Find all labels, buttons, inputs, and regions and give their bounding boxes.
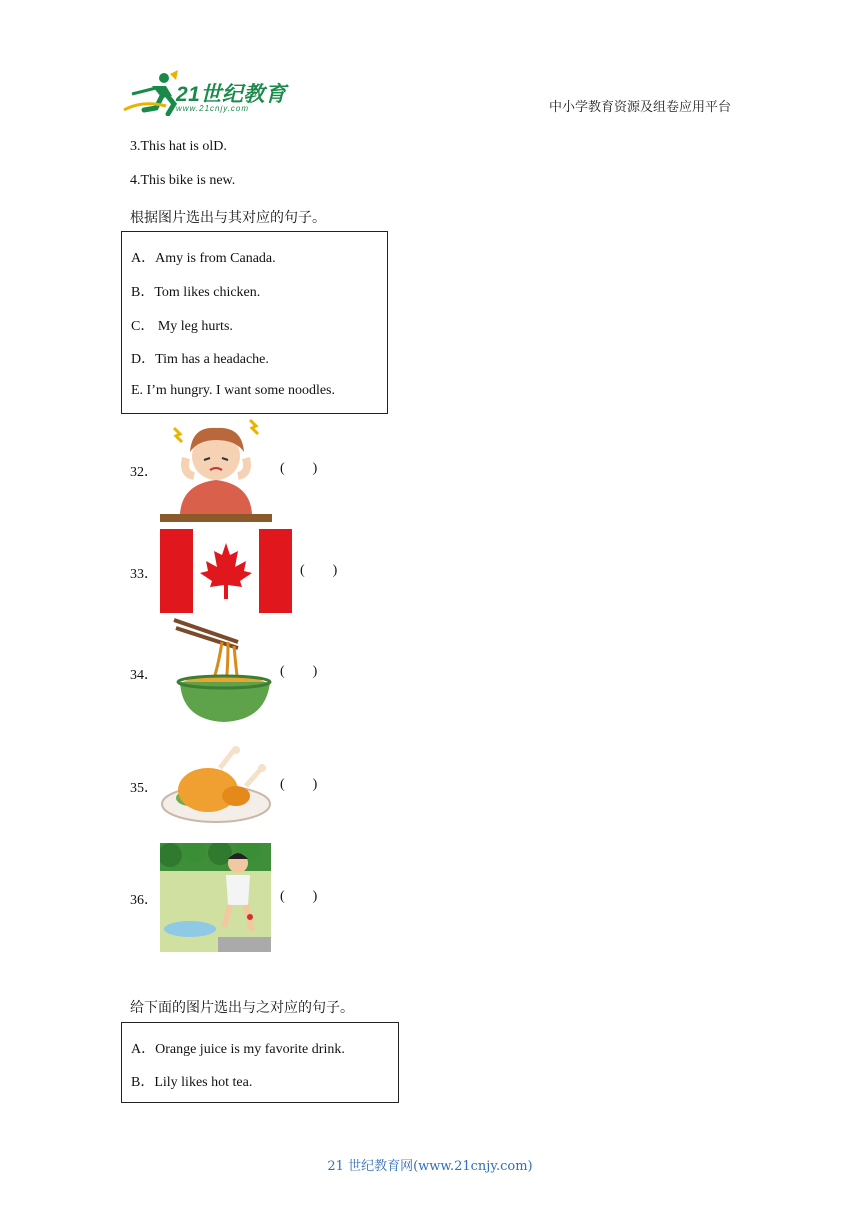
answer-paren[interactable]: ( ) [300,563,338,578]
sentence-line: 3.This hat is olD. [130,139,227,154]
answer-paren[interactable]: ( ) [280,664,318,679]
question-number: 36． [130,893,158,908]
answer-paren[interactable]: ( ) [280,461,318,476]
section1-instruction: 根据图片选出与其对应的句子。 [130,210,326,226]
option-b: B．Tom likes chicken. [131,285,261,300]
logo-text: 21世纪教育 [176,83,287,106]
question-number: 33． [130,567,158,582]
question-number: 34． [130,668,158,683]
option-a: A．Amy is from Canada. [131,251,276,266]
roast-chicken-icon [160,746,272,826]
headache-boy-icon [160,414,272,524]
noodles-bowl-icon [172,618,278,726]
option-a: A．Orange juice is my favorite drink. [131,1042,345,1057]
sentence-line: 4.This bike is new. [130,173,236,188]
footer-text: 21 世纪教育网(www.21cnjy.com) [327,1159,533,1174]
option-c: C． My leg hurts. [131,319,233,334]
option-e: E. I’m hungry. I want some noodles. [131,383,335,398]
header-platform-text: 中小学教育资源及组卷应用平台 [549,100,732,115]
options-box [121,1022,399,1103]
logo-url: www.21cnjy.com [176,104,249,113]
option-d: D．Tim has a headache. [131,352,269,367]
question-number: 35． [130,781,158,796]
answer-paren[interactable]: ( ) [280,777,318,792]
answer-paren[interactable]: ( ) [280,889,318,904]
section2-instruction: 给下面的图片选出与之对应的句子。 [130,1000,354,1016]
options-box [121,231,388,414]
option-b: B．Lily likes hot tea. [131,1075,253,1090]
canada-flag-icon [160,529,292,613]
question-number: 32． [130,465,158,480]
hurt-leg-boy-icon [160,843,271,952]
